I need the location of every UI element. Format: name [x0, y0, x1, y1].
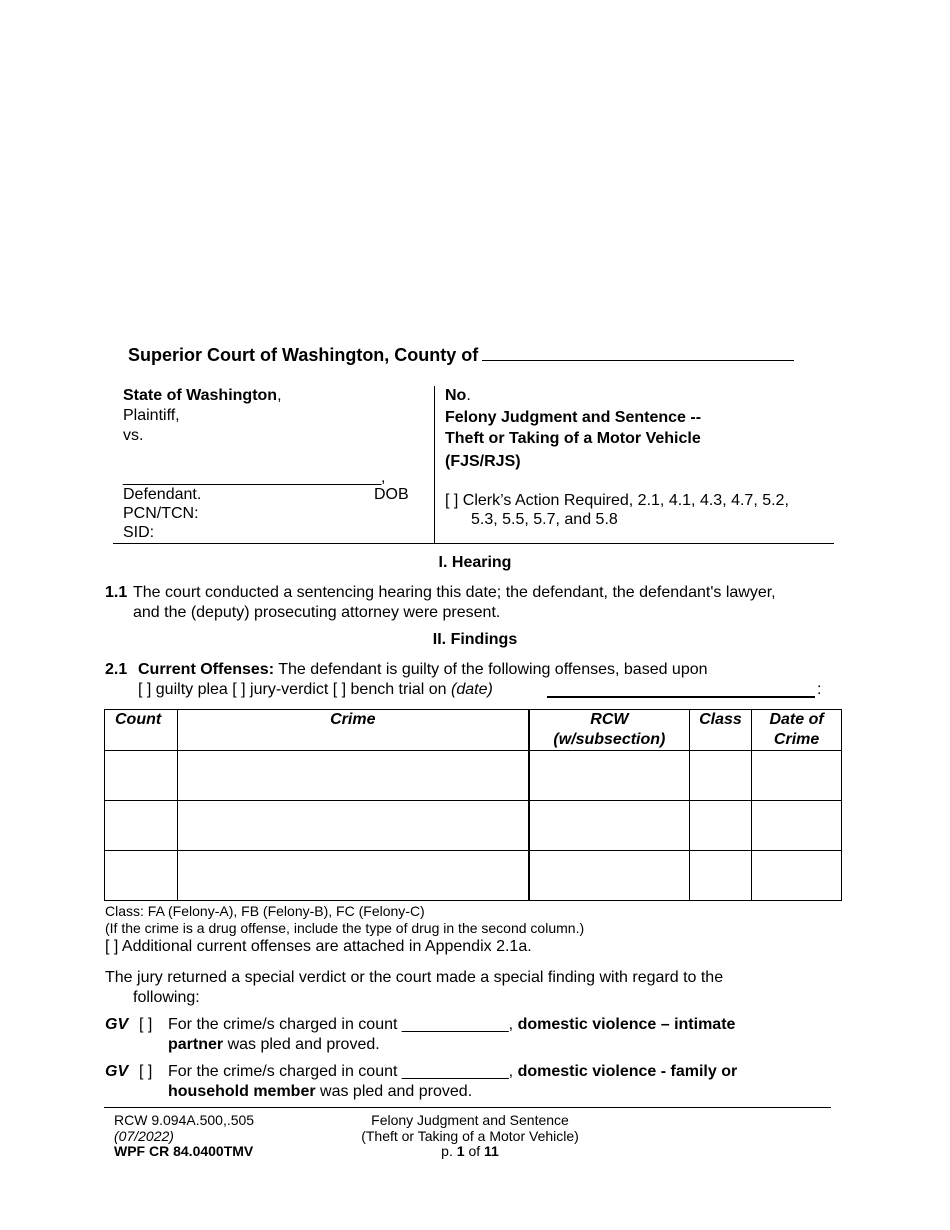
sid-label: SID: — [123, 524, 155, 541]
table-row — [105, 751, 842, 801]
caption-bottom-rule — [113, 543, 834, 544]
cell-rcw[interactable] — [529, 851, 689, 901]
drug-note: (If the crime is a drug offense, include the type of drug in the second column.) — [105, 920, 585, 936]
header-rcw — [529, 710, 689, 751]
cell-class[interactable] — [689, 851, 751, 901]
page-of: of — [468, 1143, 481, 1159]
footer-form-id: WPF CR 84.0400TMV — [114, 1143, 254, 1159]
gv-tag: GV — [105, 1063, 129, 1080]
gv-tag: GV — [105, 1016, 129, 1033]
appendix-checkbox[interactable]: [ ] Additional current offenses are attached in Appendix 2.1a. — [105, 938, 532, 955]
gv-item-1-comma: , — [508, 1016, 514, 1033]
gv-item-1-bold-1: domestic violence – intimate — [517, 1016, 736, 1033]
court-heading — [128, 344, 794, 366]
gv-item-2-count-blank[interactable]: ____________ — [401, 1063, 509, 1080]
footer-page — [300, 1143, 640, 1159]
clerk-action-checkbox[interactable]: [ ] Clerk’s Action Required, 2.1, 4.1, 4.3, 4.7, 5.2, — [445, 492, 789, 509]
plea-colon: : — [817, 681, 822, 698]
header-date-line-1: Date of — [769, 711, 824, 728]
section-findings-heading: II. Findings — [432, 631, 518, 648]
cell-count[interactable] — [105, 801, 178, 851]
plaintiff-name: State of Washington — [123, 387, 278, 404]
caption-divider — [434, 386, 435, 543]
cell-rcw[interactable] — [529, 801, 689, 851]
footer-date: (07/2022) — [114, 1128, 174, 1144]
cell-date[interactable] — [752, 751, 842, 801]
gv-item-1-line-1 — [168, 1015, 735, 1035]
table-row — [105, 851, 842, 901]
gv-item-1-count-blank[interactable]: ____________ — [401, 1016, 509, 1033]
footer-rule — [104, 1107, 831, 1108]
header-class: Class — [689, 710, 751, 751]
page-total: 11 — [484, 1143, 499, 1159]
class-note: Class: FA (Felony-A), FB (Felony-B), FC (Felony-C) — [105, 903, 425, 919]
gv-item-2-line-2 — [168, 1082, 472, 1102]
case-number-label: No — [445, 387, 467, 404]
section-1-1-num: 1.1 — [105, 584, 128, 601]
gv-item-2-bold-1: domestic violence - family or — [517, 1063, 738, 1080]
header-rcw-line-2: (w/subsection) — [553, 731, 666, 748]
doc-title-1: Felony Judgment and Sentence -- — [445, 409, 702, 426]
cell-count[interactable] — [105, 851, 178, 901]
gv-item-2-comma: , — [508, 1063, 514, 1080]
caption-plaintiff — [123, 386, 282, 406]
clerk-action-cont: 5.3, 5.5, 5.7, and 5.8 — [471, 511, 618, 528]
header-rcw-line-1: RCW — [590, 711, 629, 728]
footer-rcw: RCW 9.094A.500,.505 — [114, 1112, 255, 1128]
header-crime: Crime — [177, 710, 529, 751]
cell-class[interactable] — [689, 801, 751, 851]
section-1-1-text-1: The court conducted a sentencing hearing this date; the defendant, the defendant's lawyer, — [133, 584, 776, 601]
dob-label: DOB — [374, 486, 409, 503]
special-verdict-text-2: following: — [133, 989, 200, 1006]
pcn-label: PCN/TCN: — [123, 505, 199, 522]
page-current: 1 — [456, 1143, 465, 1159]
section-2-1-num: 2.1 — [105, 661, 128, 678]
doc-title-2: Theft or Taking of a Motor Vehicle — [445, 430, 701, 447]
offenses-table — [104, 709, 842, 901]
gv-item-1-bold-2: partner — [168, 1036, 224, 1053]
table-row — [105, 801, 842, 851]
header-date — [752, 710, 842, 751]
cell-rcw[interactable] — [529, 751, 689, 801]
cell-crime[interactable] — [177, 751, 529, 801]
case-number-period: . — [466, 387, 471, 404]
county-blank — [482, 344, 794, 361]
court-title: Superior Court of Washington, County of — [128, 345, 479, 365]
trial-date-blank[interactable] — [547, 696, 815, 698]
page-prefix: p. — [441, 1143, 453, 1159]
gv-item-1-post: was pled and proved. — [227, 1036, 380, 1053]
cell-date[interactable] — [752, 801, 842, 851]
section-2-1-line — [138, 660, 708, 680]
cell-date[interactable] — [752, 851, 842, 901]
cell-count[interactable] — [105, 751, 178, 801]
gv-item-2-pre: For the crime/s charged in count — [168, 1063, 398, 1080]
gv-checkbox[interactable]: [ ] — [139, 1063, 153, 1080]
current-offenses-title: Current Offenses: — [138, 661, 275, 678]
plaintiff-role: Plaintiff, — [123, 407, 180, 424]
plaintiff-comma: , — [277, 387, 282, 404]
current-offenses-text: The defendant is guilty of the following offenses, based upon — [278, 661, 708, 678]
cell-class[interactable] — [689, 751, 751, 801]
gv-item-2-bold-2: household member — [168, 1083, 316, 1100]
special-verdict-text-1: The jury returned a special verdict or the court made a special finding with regard to the — [105, 969, 724, 986]
cell-crime[interactable] — [177, 801, 529, 851]
doc-title-3: (FJS/RJS) — [445, 453, 521, 470]
cell-crime[interactable] — [177, 851, 529, 901]
footer-title-1: Felony Judgment and Sentence — [371, 1112, 569, 1128]
offenses-header-row — [105, 710, 842, 751]
defendant-label: Defendant. — [123, 486, 202, 503]
header-date-line-2: Crime — [773, 731, 820, 748]
plea-options[interactable]: [ ] guilty plea [ ] jury-verdict [ ] bench trial on — [138, 681, 447, 698]
gv-item-2-line-1 — [168, 1062, 737, 1082]
gv-checkbox[interactable]: [ ] — [139, 1016, 153, 1033]
defendant-blank: ______________________________, — [123, 469, 386, 486]
gv-item-1-pre: For the crime/s charged in count — [168, 1016, 398, 1033]
gv-item-1-line-2 — [168, 1035, 380, 1055]
gv-item-2-post: was pled and proved. — [320, 1083, 473, 1100]
date-label: (date) — [451, 681, 493, 698]
section-hearing-heading: I. Hearing — [438, 554, 512, 571]
case-number — [445, 386, 471, 406]
footer-title-2: (Theft or Taking of a Motor Vehicle) — [361, 1128, 579, 1144]
vs-label: vs. — [123, 427, 144, 444]
header-count: Count — [105, 710, 178, 751]
section-1-1-text-2: and the (deputy) prosecuting attorney were present. — [133, 604, 501, 621]
plea-line — [138, 680, 493, 700]
